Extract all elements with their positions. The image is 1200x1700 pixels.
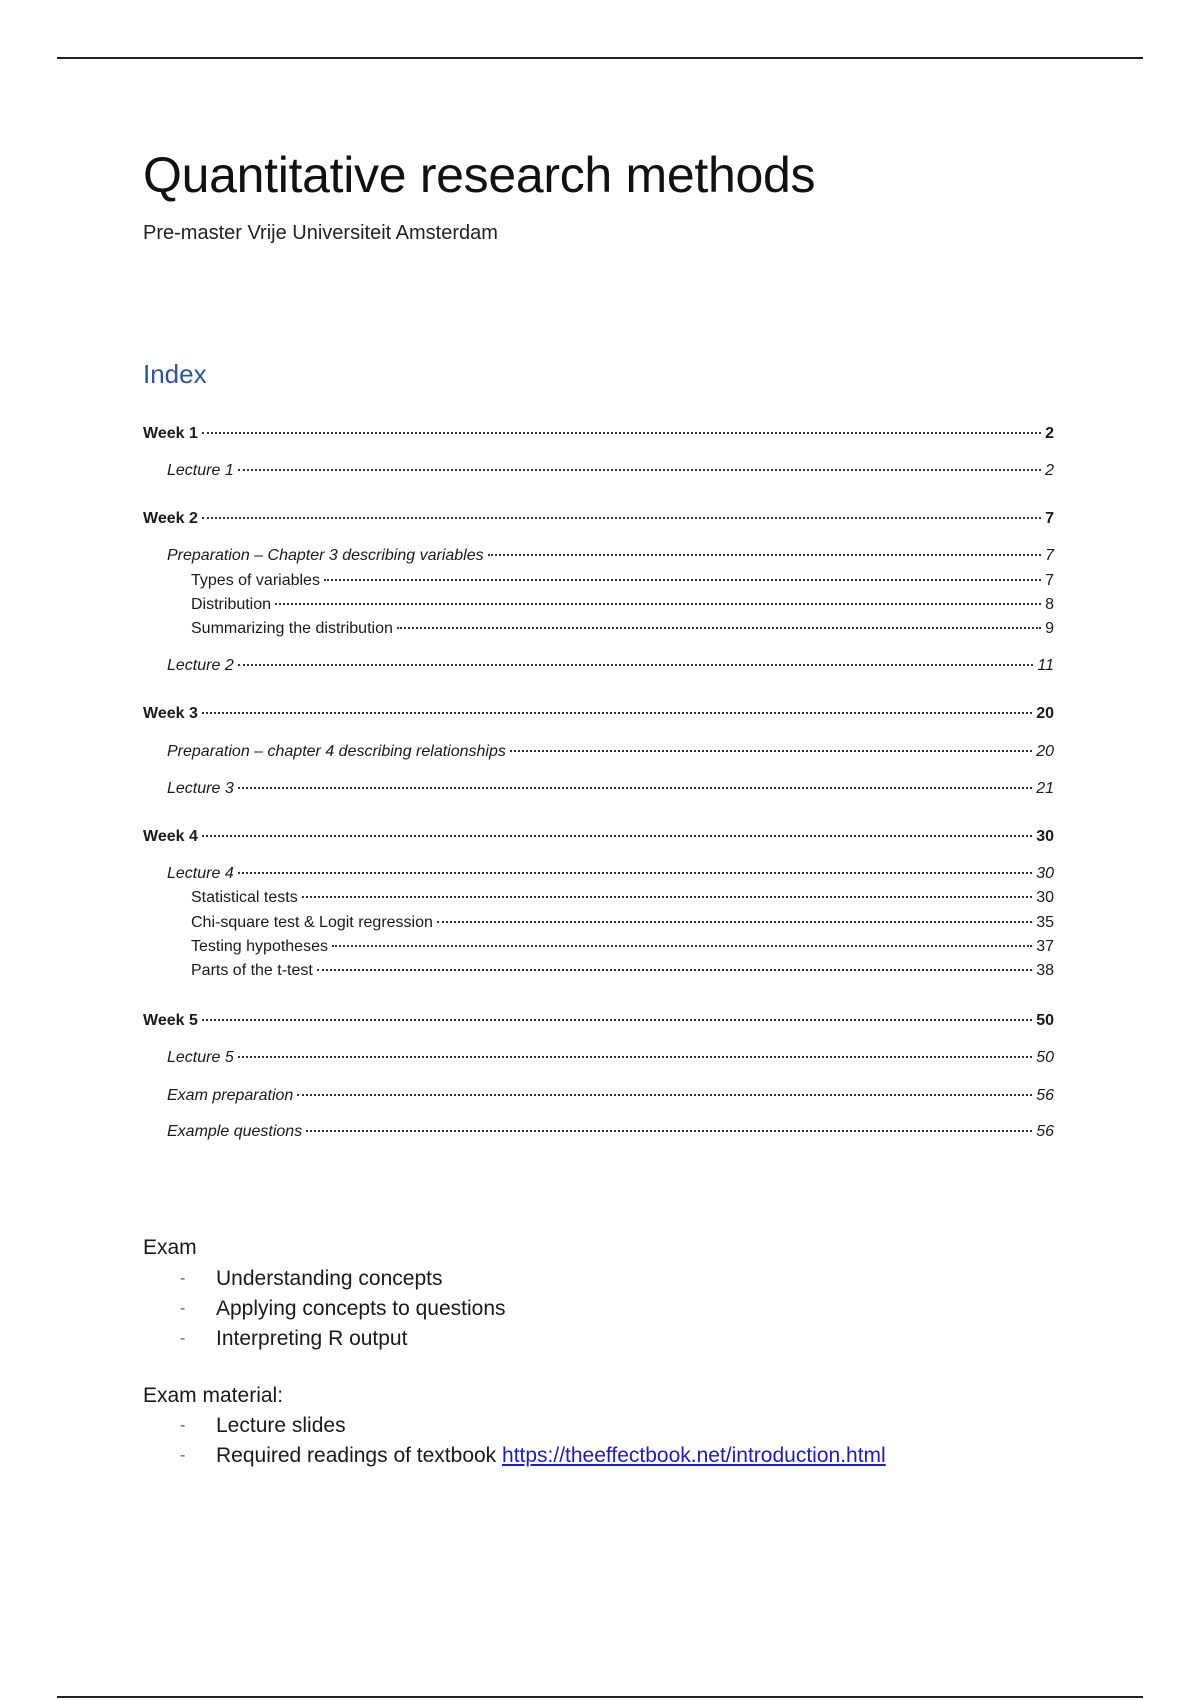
toc-entry[interactable]: Week 3 20 [143, 705, 1054, 722]
list-item: - Applying concepts to questions [180, 1294, 506, 1324]
toc-entry[interactable]: Testing hypotheses 37 [191, 938, 1054, 955]
bullet-dash: - [180, 1330, 186, 1347]
bullet-dash: - [180, 1417, 186, 1434]
toc-entry[interactable]: Chi-square test & Logit regression 35 [191, 914, 1054, 931]
toc-entry[interactable]: Lecture 5 50 [167, 1049, 1054, 1066]
toc-entry[interactable]: Distribution 8 [191, 596, 1054, 613]
exam-material-heading: Exam material: [143, 1384, 284, 1407]
footer-rule [57, 1696, 1143, 1698]
toc-entry[interactable]: Lecture 4 30 [167, 865, 1054, 882]
toc-entry[interactable]: Preparation – Chapter 3 describing variables 7 [167, 547, 1054, 564]
toc-entry[interactable]: Preparation – chapter 4 describing relationships 20 [167, 743, 1054, 760]
toc-entry[interactable]: Lecture 1 2 [167, 462, 1054, 479]
bullet-dash: - [180, 1447, 186, 1464]
bullet-dash: - [180, 1270, 186, 1287]
textbook-link[interactable]: https://theeffectbook.net/introduction.html [502, 1444, 886, 1467]
exam-list [180, 1264, 506, 1354]
toc-entry[interactable]: Example questions 56 [167, 1123, 1054, 1140]
toc-entry[interactable]: Lecture 3 21 [167, 780, 1054, 797]
toc-entry[interactable]: Week 2 7 [143, 510, 1054, 527]
toc-entry[interactable]: Exam preparation 56 [167, 1087, 1054, 1104]
toc-entry[interactable]: Statistical tests 30 [191, 889, 1054, 906]
toc-entry[interactable]: Lecture 2 11 [167, 657, 1054, 674]
list-item: - Lecture slides [180, 1411, 886, 1441]
list-item: - Understanding concepts [180, 1264, 506, 1294]
toc-entry[interactable]: Parts of the t-test 38 [191, 962, 1054, 979]
exam-material-list [180, 1411, 886, 1471]
list-item: - Required readings of textbook https://theeffectbook.net/introduction.html [180, 1441, 886, 1471]
document-subtitle: Pre-master Vrije Universiteit Amsterdam [143, 222, 498, 244]
document-title: Quantitative research methods [143, 147, 816, 203]
toc-entry[interactable]: Week 4 30 [143, 828, 1054, 845]
toc-entry[interactable]: Week 1 2 [143, 425, 1054, 442]
toc-entry[interactable]: Summarizing the distribution 9 [191, 620, 1054, 637]
exam-heading: Exam [143, 1236, 197, 1259]
bullet-dash: - [180, 1300, 186, 1317]
index-heading: Index [143, 359, 207, 389]
toc-entry[interactable]: Week 5 50 [143, 1012, 1054, 1029]
list-item: - Interpreting R output [180, 1324, 506, 1354]
toc-entry[interactable]: Types of variables 7 [191, 572, 1054, 589]
